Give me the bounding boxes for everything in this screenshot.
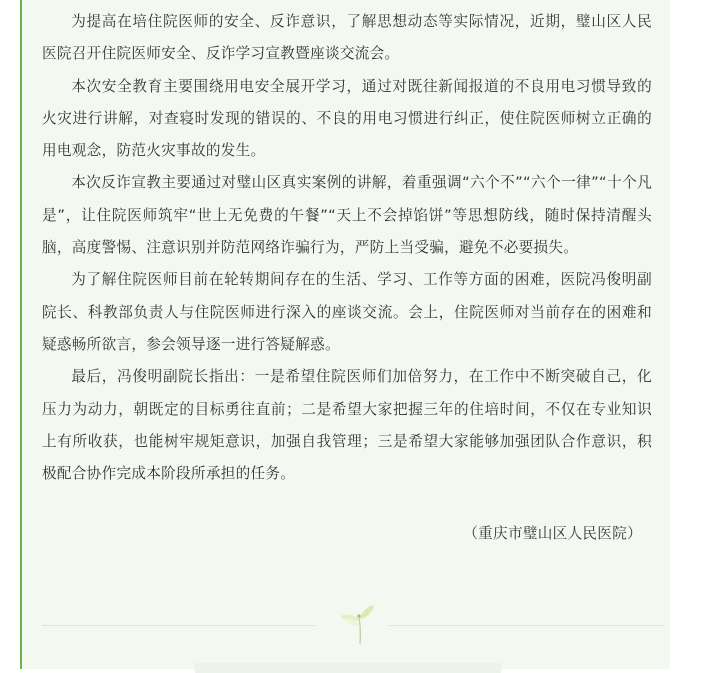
footer-box — [195, 663, 501, 673]
dragonfly-icon — [334, 604, 384, 644]
article-body — [42, 6, 652, 490]
divider-right — [388, 625, 664, 626]
paragraph: 最后，冯俊明副院长指出：一是希望住院医师们加倍努力，在工作中不断突破自己，化压力为动力，朝既定的目标勇往直前；二是希望大家把握三年的住培时间，不仅在专业知识上有所收获，也能树牢规矩意识，加强自我管理；三是希望大家能够加强团队合作意识，积极配合协作完成本阶段所承担的任务。 — [42, 368, 652, 483]
paragraph: 为提高在培住院医师的安全、反诈意识，了解思想动态等实际情况，近期，璧山区人民医院召开住院医师安全、反诈学习宣教暨座谈交流会。 — [42, 13, 652, 63]
paragraph: 本次反诈宣教主要通过对璧山区真实案例的讲解，着重强调“六个不”“六个一律”“十个凡是”，让住院医师筑牢“世上无免费的午餐”“天上不会掉馅饼”等思想防线，随时保持清醒头脑，高度警惕、注意识别并防范网络诈骗行为，严防上当受骗，避免不必要损失。 — [42, 174, 652, 257]
article-panel — [20, 0, 670, 669]
paragraph: 为了解住院医师目前在轮转期间存在的生活、学习、工作等方面的困难，医院冯俊明副院长、科教部负责人与住院医师进行深入的座谈交流。会上，住院医师对当前存在的困难和疑惑畅所欲言，参会领导逐一进行答疑解惑。 — [42, 271, 652, 353]
article-source: （重庆市璧山区人民医院） — [463, 525, 642, 542]
divider-left — [42, 625, 316, 626]
paragraph: 本次安全教育主要围绕用电安全展开学习，通过对既往新闻报道的不良用电习惯导致的火灾进行讲解，对查寝时发现的错误的、不良的用电习惯进行纠正，使住院医师树立正确的用电观念，防范火灾事故的发生。 — [42, 77, 652, 160]
